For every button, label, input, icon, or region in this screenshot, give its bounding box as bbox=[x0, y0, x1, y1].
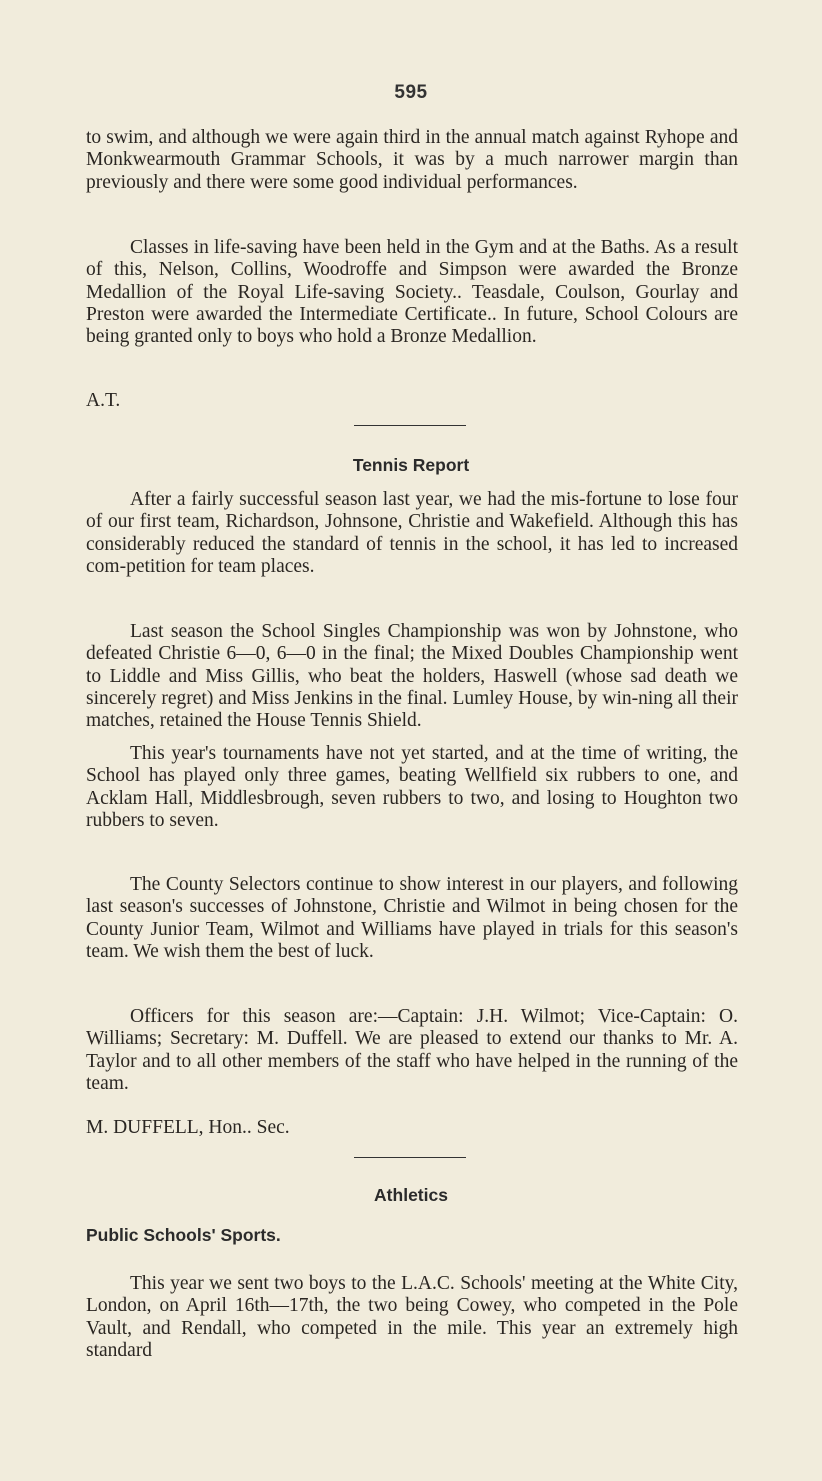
athletics-heading: Athletics bbox=[374, 1185, 448, 1205]
signature: M. DUFFELL, Hon.. Sec. bbox=[86, 1117, 290, 1138]
paragraph: This year's tournaments have not yet started, and at the time of writing, the School has played only three games, beating Wellfield six rubbers to one, and Acklam Hall, Middlesbrough, seven rubbers to two, and losing to Houghton two rubbers to seven. bbox=[86, 743, 738, 831]
swimming-continuation bbox=[86, 127, 738, 194]
tennis-paragraph-5 bbox=[86, 1006, 738, 1095]
tennis-paragraph-3 bbox=[86, 743, 738, 832]
tennis-signature-block bbox=[86, 1117, 738, 1139]
paragraph: to swim, and although we were again third in the annual match against Ryhope and Monkwearmouth Grammar Schools, it was by a much narrower margin than previously and there were some good individual performances. bbox=[86, 127, 738, 193]
section-divider bbox=[354, 1157, 466, 1158]
tennis-report-heading: Tennis Report bbox=[352, 455, 470, 475]
athletics-paragraph bbox=[86, 1273, 738, 1362]
paragraph: The County Selectors continue to show interest in our players, and following last season's successes of Johnstone, Christie and Wilmot in being chosen for the County Junior Team, Wilmot and Williams have played in trials for this season's team. We wish them the best of luck. bbox=[86, 874, 738, 962]
paragraph: This year we sent two boys to the L.A.C. Schools' meeting at the White City, London, on April 16th—17th, the two being Cowey, who competed in the Pole Vault, and Rendall, who competed in the mile. This year an extremely high standard bbox=[86, 1273, 738, 1361]
tennis-paragraph-4 bbox=[86, 874, 738, 963]
tennis-paragraph-1 bbox=[86, 489, 738, 578]
section-divider bbox=[354, 425, 466, 426]
swimming-paragraph-life-saving bbox=[86, 237, 738, 348]
paragraph: Last season the School Singles Championship was won by Johnstone, who defeated Christie 6—0, 6—0 in the final; the Mixed Doubles Championship went to Liddle and Miss Gillis, who beat the holders, Haswell (whose sad death we sincerely regret) and Miss Jenkins in the final. Lumley House, by win-ning all their matches, retained the House Tennis Shield. bbox=[86, 621, 738, 732]
public-schools-sports-subheading: Public Schools' Sports. bbox=[86, 1225, 281, 1245]
paragraph: Officers for this season are:—Captain: J.H. Wilmot; Vice-Captain: O. Williams; Secretary: M. Duffell. We are pleased to extend our thanks to Mr. A. Taylor and to all other members of the staff who have helped in the running of the team. bbox=[86, 1006, 738, 1094]
swimming-signature-block bbox=[86, 390, 738, 412]
tennis-paragraph-2 bbox=[86, 621, 738, 732]
paragraph: Classes in life-saving have been held in the Gym and at the Baths. As a result of this, Nelson, Collins, Woodroffe and Simpson were awarded the Bronze Medallion of the Royal Life-saving Society.. Teasdale, Coulson, Gourlay and Preston were awarded the Intermediate Certificate.. In future, School Colours are being granted only to boys who hold a Bronze Medallion. bbox=[86, 237, 738, 348]
paragraph: After a fairly successful season last year, we had the mis-fortune to lose four of our first team, Richardson, Johnsone, Christie and Wakefield. Although this has considerably reduced the standard of tennis in the school, it has led to increased com-petition for team places. bbox=[86, 489, 738, 577]
signature: A.T. bbox=[86, 390, 121, 411]
page-number: 595 bbox=[394, 82, 428, 103]
